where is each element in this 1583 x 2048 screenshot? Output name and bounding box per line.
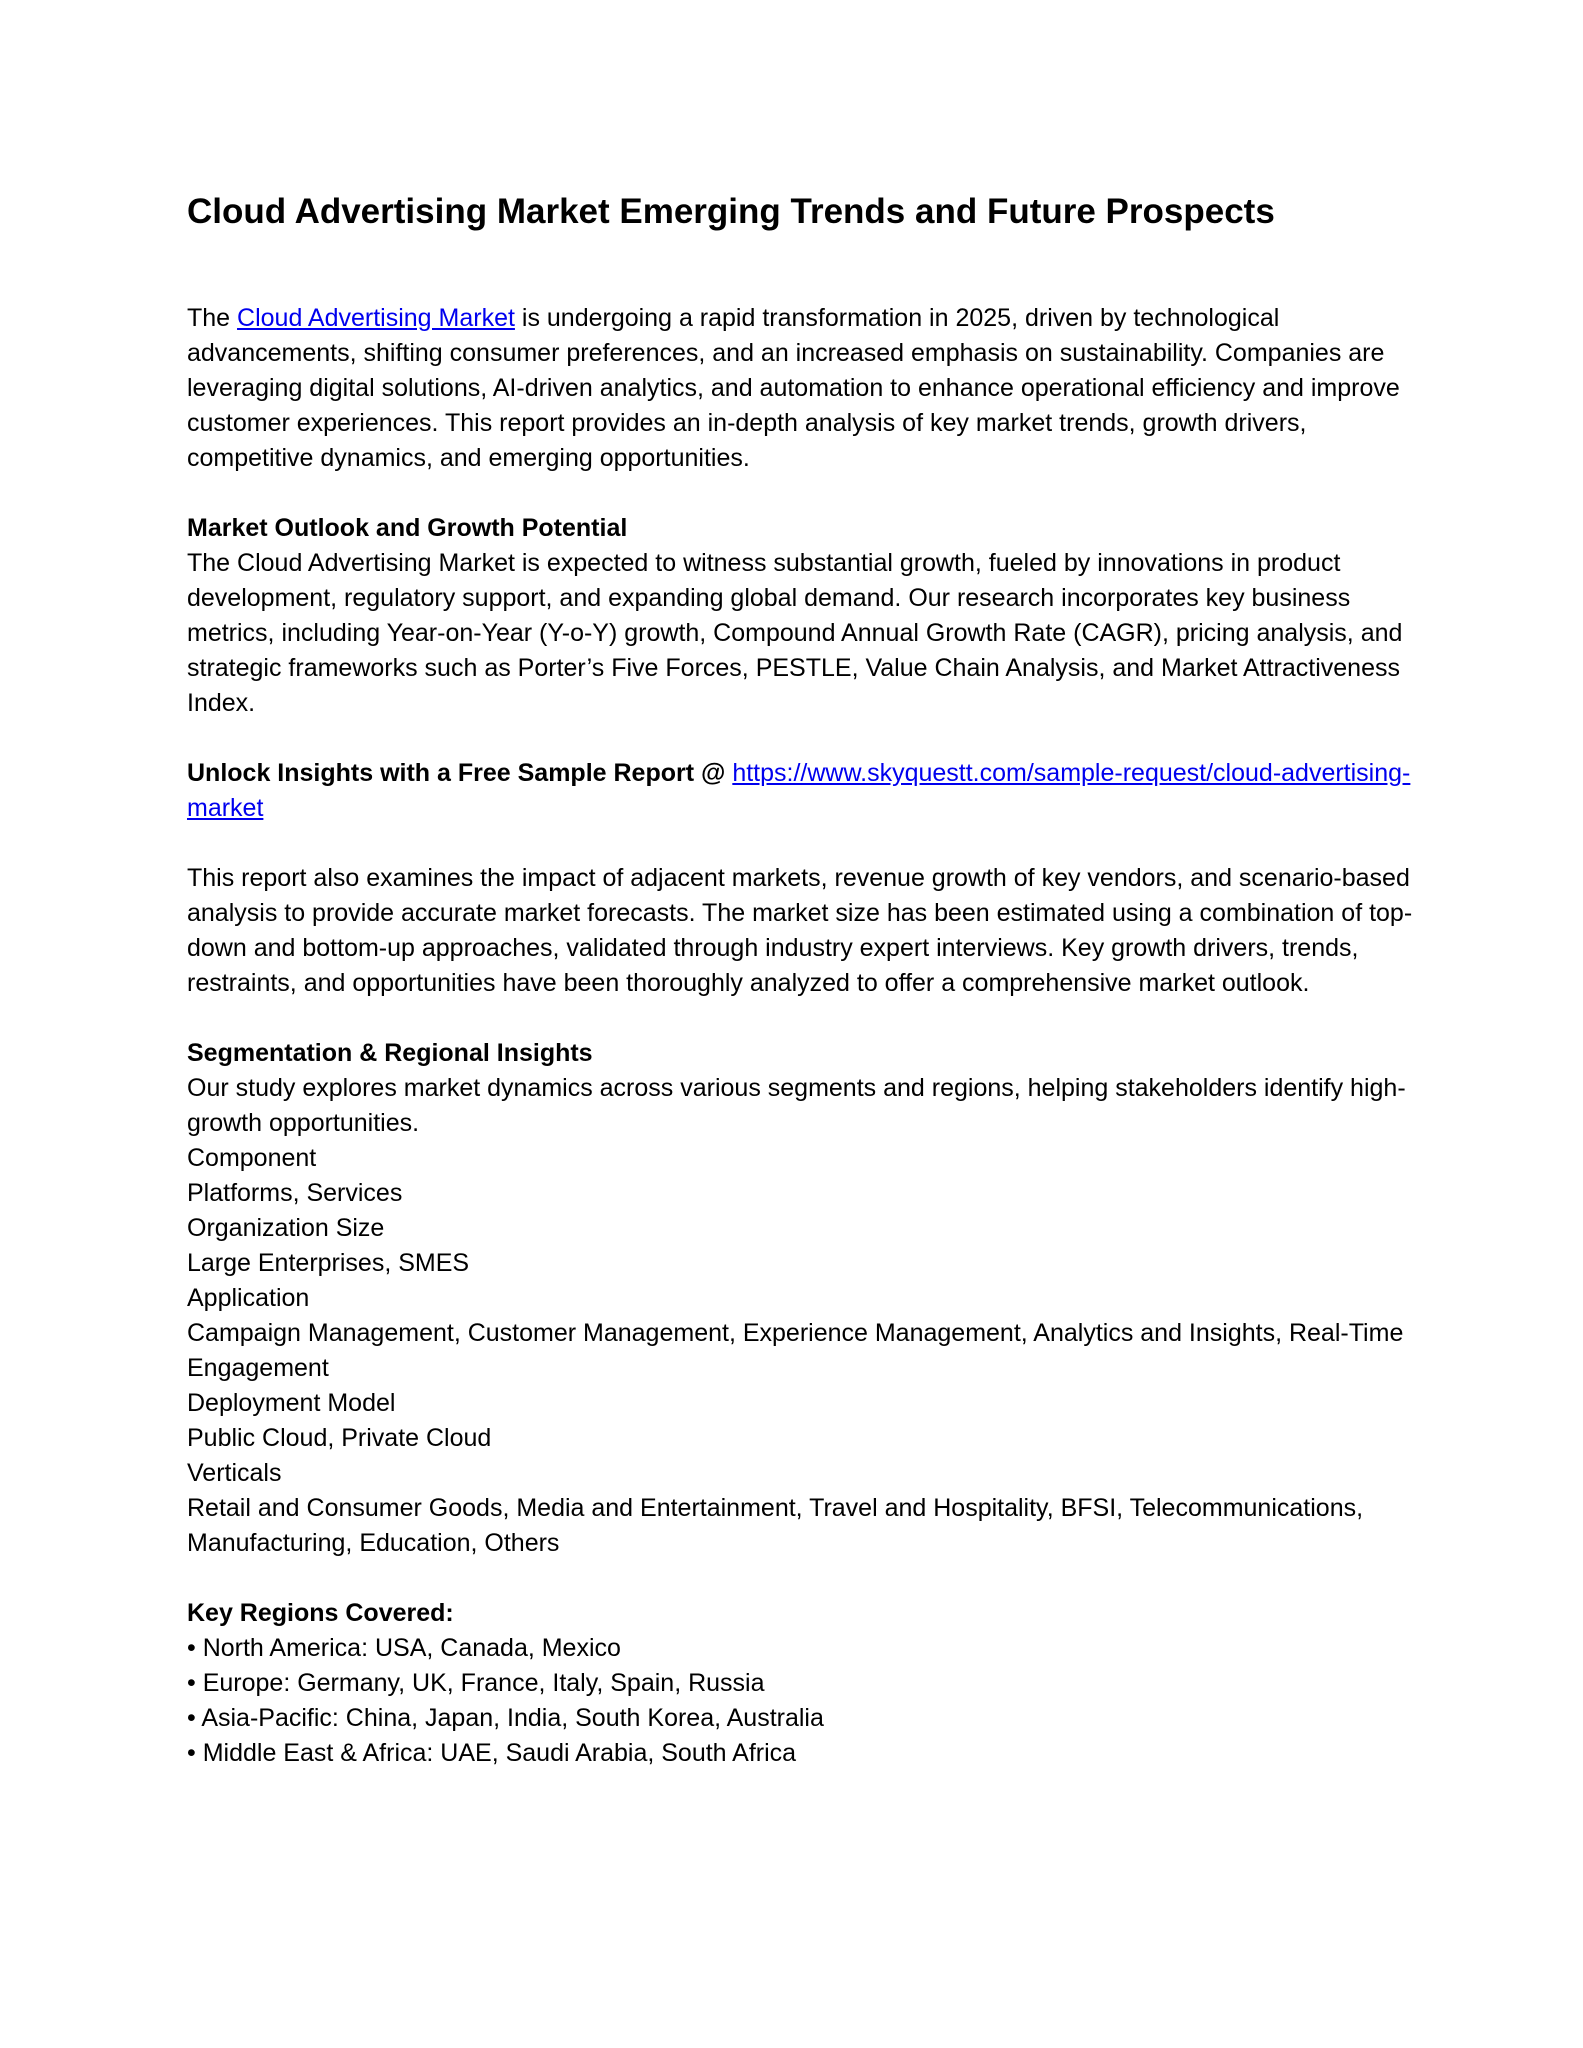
sample-request-link[interactable]: https://www.skyquestt.com/sample-request/cloud-advertising-market bbox=[187, 759, 1411, 822]
intro-prefix: The bbox=[187, 304, 238, 332]
outlook-heading: Market Outlook and Growth Potential bbox=[187, 514, 628, 542]
segment-item: Platforms, Services bbox=[187, 1179, 403, 1207]
region-item: • North America: USA, Canada, Mexico bbox=[187, 1634, 621, 1662]
page-title: Cloud Advertising Market Emerging Trends and Future Prospects bbox=[187, 192, 1275, 231]
segment-item: Verticals bbox=[187, 1459, 282, 1487]
market-link[interactable]: Cloud Advertising Market bbox=[237, 304, 515, 332]
segment-item: Retail and Consumer Goods, Media and Entertainment, Travel and Hospitality, BFSI, Telecommunications, Manufacturing, Education, Others bbox=[187, 1494, 1364, 1557]
intro-suffix: is undergoing a rapid transformation in 2025, driven by technological advancements, shifting consumer preferences, and an increased emphasis on sustainability. Companies are leveraging digital solutions, AI-driven analytics, and automation to enhance operational efficiency and improve customer experiences. This report provides an in-depth analysis of key market trends, growth drivers, competitive dynamics, and emerging opportunities. bbox=[187, 304, 1400, 472]
region-item: • Middle East & Africa: UAE, Saudi Arabia, South Africa bbox=[187, 1739, 797, 1767]
sample-paragraph bbox=[187, 756, 1417, 826]
segment-item: Campaign Management, Customer Management, Experience Management, Analytics and Insights, Real-Time Engagement bbox=[187, 1319, 1404, 1382]
region-item: • Europe: Germany, UK, France, Italy, Spain, Russia bbox=[187, 1669, 765, 1697]
intro-paragraph bbox=[187, 301, 1417, 476]
segment-item: Organization Size bbox=[187, 1214, 385, 1242]
adjacent-paragraph: This report also examines the impact of adjacent markets, revenue growth of key vendors, and scenario-based analysis to provide accurate market forecasts. The market size has been estimated using a combination of top-down and bottom-up approaches, validated through industry expert interviews. Key growth drivers, trends, restraints, and opportunities have been thoroughly analyzed to offer a comprehensive market outlook. bbox=[187, 864, 1413, 997]
segment-item: Component bbox=[187, 1144, 317, 1172]
sample-label: Unlock Insights with a Free Sample Report @ bbox=[187, 759, 733, 787]
regions-heading: Key Regions Covered: bbox=[187, 1599, 454, 1627]
segment-item: Public Cloud, Private Cloud bbox=[187, 1424, 492, 1452]
segmentation-heading: Segmentation & Regional Insights bbox=[187, 1039, 593, 1067]
outlook-paragraph: The Cloud Advertising Market is expected to witness substantial growth, fueled by innovations in product development, regulatory support, and expanding global demand. Our research incorporates key business metrics, including Year-on-Year (Y-o-Y) growth, Compound Annual Growth Rate (CAGR), pricing analysis, and strategic frameworks such as Porter’s Five Forces, PESTLE, Value Chain Analysis, and Market Attractiveness Index. bbox=[187, 549, 1403, 717]
segment-item: Large Enterprises, SMES bbox=[187, 1249, 470, 1277]
segment-item: Application bbox=[187, 1284, 310, 1312]
document-page bbox=[187, 190, 1417, 1771]
segment-item: Deployment Model bbox=[187, 1389, 396, 1417]
region-item: • Asia-Pacific: China, Japan, India, South Korea, Australia bbox=[187, 1704, 824, 1732]
segmentation-paragraph: Our study explores market dynamics across various segments and regions, helping stakeholders identify high-growth opportunities. bbox=[187, 1074, 1406, 1137]
